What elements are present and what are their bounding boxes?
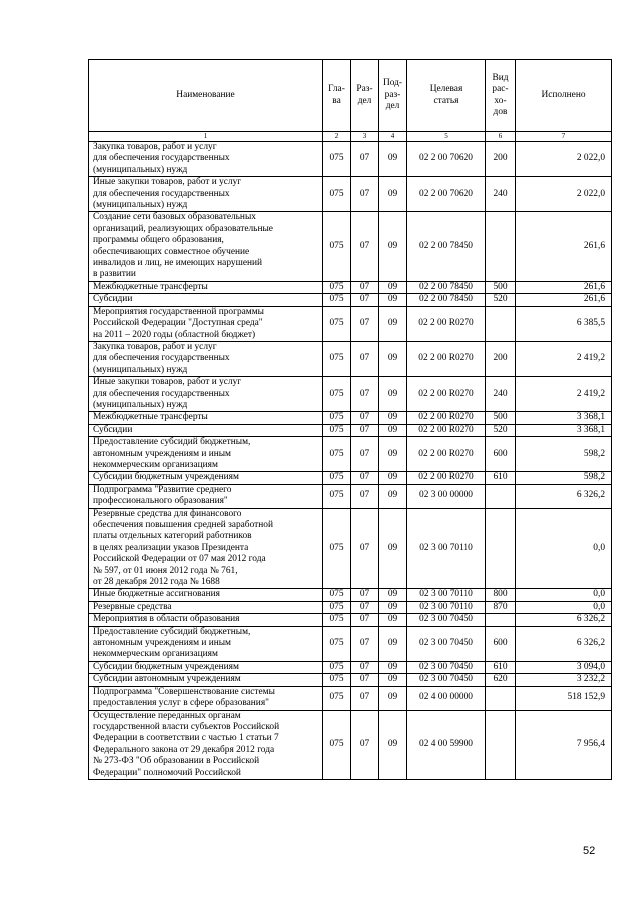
row-podrazdel: 09 [379,294,407,306]
table-row [89,508,612,589]
row-razdel: 07 [351,306,379,341]
row-name: Предоставление субсидий бюджетным, автономным учреждениям и иным некоммерческим организациям [89,626,323,661]
row-podrazdel: 09 [379,341,407,376]
row-podrazdel: 09 [379,472,407,484]
table-row [89,674,612,686]
row-target: 02 2 00 78450 [407,294,486,306]
row-target: 02 3 00 70110 [407,589,486,601]
row-executed: 7 956,4 [516,710,612,779]
row-razdel: 07 [351,601,379,613]
row-razdel: 07 [351,177,379,212]
row-podrazdel: 09 [379,626,407,661]
table-row [89,412,612,424]
table-row [89,142,612,177]
row-glava: 075 [323,281,351,293]
column-number: 6 [486,132,516,142]
row-executed: 598,2 [516,472,612,484]
row-name: Субсидии [89,424,323,436]
row-podrazdel: 09 [379,601,407,613]
row-razdel: 07 [351,294,379,306]
row-name: Субсидии бюджетным учреждениям [89,472,323,484]
table-row [89,614,612,626]
row-vid: 600 [486,437,516,472]
row-name: Резервные средства [89,601,323,613]
row-name: Иные закупки товаров, работ и услуг для обеспечения государственных (муниципальных) нужд [89,377,323,412]
row-podrazdel: 09 [379,306,407,341]
row-vid [486,306,516,341]
row-vid: 520 [486,424,516,436]
row-glava: 075 [323,341,351,376]
row-executed: 2 022,0 [516,177,612,212]
row-vid: 500 [486,412,516,424]
row-vid: 620 [486,674,516,686]
row-razdel: 07 [351,626,379,661]
column-number-row [89,132,612,142]
budget-table [88,59,612,780]
row-vid [486,508,516,589]
row-executed: 261,6 [516,294,612,306]
row-vid: 240 [486,177,516,212]
table-row [89,281,612,293]
row-executed: 2 022,0 [516,142,612,177]
row-razdel: 07 [351,589,379,601]
column-number: 3 [351,132,379,142]
table-row [89,177,612,212]
row-podrazdel: 09 [379,424,407,436]
header-vid: Вид рас- хо- дов [486,60,516,132]
row-target: 02 2 00 R0270 [407,412,486,424]
header-podrazdel: Под- раз- дел [379,60,407,132]
row-podrazdel: 09 [379,484,407,508]
row-executed: 261,6 [516,281,612,293]
table-row [89,306,612,341]
row-executed: 6 326,2 [516,626,612,661]
row-glava: 075 [323,601,351,613]
header-razdel: Раз- дел [351,60,379,132]
row-target: 02 2 00 78450 [407,281,486,293]
row-target: 02 3 00 70450 [407,661,486,673]
table-row [89,472,612,484]
row-target: 02 2 00 78450 [407,212,486,281]
row-name: Закупка товаров, работ и услуг для обеспечения государственных (муниципальных) нужд [89,142,323,177]
row-target: 02 3 00 70110 [407,508,486,589]
row-glava: 075 [323,508,351,589]
row-razdel: 07 [351,142,379,177]
header-row [89,60,612,132]
table-row [89,424,612,436]
table-row [89,710,612,779]
row-podrazdel: 09 [379,281,407,293]
row-glava: 075 [323,472,351,484]
row-vid: 500 [486,281,516,293]
row-vid [486,212,516,281]
row-target: 02 2 00 70620 [407,177,486,212]
row-vid: 520 [486,294,516,306]
row-glava: 075 [323,589,351,601]
row-vid: 200 [486,341,516,376]
row-vid: 200 [486,142,516,177]
row-glava: 075 [323,626,351,661]
table-row [89,589,612,601]
row-glava: 075 [323,710,351,779]
row-name: Создание сети базовых образовательных организаций, реализующих образовательные программы общего образования, обеспечивающих совместное обучение инвалидов и лиц, не имеющих нарушений в развитии [89,212,323,281]
row-target: 02 2 00 R0270 [407,472,486,484]
table-row [89,377,612,412]
row-executed: 3 232,2 [516,674,612,686]
row-podrazdel: 09 [379,142,407,177]
table-row [89,686,612,710]
row-name: Подпрограмма "Совершенствование системы предоставления услуг в сфере образования" [89,686,323,710]
row-razdel: 07 [351,212,379,281]
table-row [89,294,612,306]
row-target: 02 2 00 R0270 [407,306,486,341]
row-podrazdel: 09 [379,589,407,601]
row-razdel: 07 [351,472,379,484]
table-row [89,661,612,673]
row-vid [486,484,516,508]
row-podrazdel: 09 [379,674,407,686]
row-glava: 075 [323,437,351,472]
page-number: 52 [583,845,596,857]
table-row [89,437,612,472]
row-razdel: 07 [351,377,379,412]
row-razdel: 07 [351,661,379,673]
row-razdel: 07 [351,710,379,779]
table-row [89,341,612,376]
header-glava: Гла- ва [323,60,351,132]
row-glava: 075 [323,674,351,686]
row-target: 02 3 00 70110 [407,601,486,613]
row-target: 02 4 00 59900 [407,710,486,779]
row-podrazdel: 09 [379,508,407,589]
row-razdel: 07 [351,281,379,293]
row-name: Резервные средства для финансового обеспечения повышения средней заработной платы отдельных категорий работников в целях реализации указов Президента Российской Федерации от 07 мая 2012 года № 597, от 01 июня 2012 года № 761, от 28 декабря 2012 года № 1688 [89,508,323,589]
row-name: Межбюджетные трансферты [89,281,323,293]
row-glava: 075 [323,177,351,212]
row-podrazdel: 09 [379,412,407,424]
row-glava: 075 [323,212,351,281]
column-number: 2 [323,132,351,142]
row-razdel: 07 [351,614,379,626]
row-podrazdel: 09 [379,710,407,779]
table-row [89,626,612,661]
column-number: 4 [379,132,407,142]
row-name: Мероприятия в области образования [89,614,323,626]
row-name: Предоставление субсидий бюджетным, автономным учреждениям и иным некоммерческим организациям [89,437,323,472]
row-razdel: 07 [351,508,379,589]
row-target: 02 2 00 R0270 [407,377,486,412]
row-executed: 6 326,2 [516,614,612,626]
row-podrazdel: 09 [379,661,407,673]
row-executed: 3 094,0 [516,661,612,673]
row-podrazdel: 09 [379,177,407,212]
row-vid: 870 [486,601,516,613]
header-target: Целевая статья [407,60,486,132]
column-number: 1 [89,132,323,142]
row-glava: 075 [323,377,351,412]
row-razdel: 07 [351,437,379,472]
row-name: Осуществление переданных органам государственной власти субъектов Российской Федерации в соответствии с частью 1 статьи 7 Федерального закона от 29 декабря 2012 года № 273-ФЗ "Об образовании в Российской Федерации" полномочий Российской [89,710,323,779]
row-executed: 6 385,5 [516,306,612,341]
row-vid [486,686,516,710]
table-row [89,601,612,613]
row-target: 02 4 00 00000 [407,686,486,710]
row-executed: 0,0 [516,508,612,589]
row-executed: 3 368,1 [516,412,612,424]
row-target: 02 3 00 70450 [407,614,486,626]
row-name: Мероприятия государственной программы Российской Федерации "Доступная среда" на 2011 – 2020 годы (областной бюджет) [89,306,323,341]
row-razdel: 07 [351,484,379,508]
row-name: Субсидии бюджетным учреждениям [89,661,323,673]
row-glava: 075 [323,142,351,177]
row-name: Иные закупки товаров, работ и услуг для обеспечения государственных (муниципальных) нужд [89,177,323,212]
row-name: Закупка товаров, работ и услуг для обеспечения государственных (муниципальных) нужд [89,341,323,376]
row-target: 02 3 00 70450 [407,626,486,661]
row-executed: 598,2 [516,437,612,472]
row-glava: 075 [323,661,351,673]
row-vid: 610 [486,472,516,484]
row-razdel: 07 [351,412,379,424]
table-row [89,484,612,508]
row-razdel: 07 [351,341,379,376]
row-vid: 240 [486,377,516,412]
row-name: Подпрограмма "Развитие среднего профессионального образования" [89,484,323,508]
row-executed: 2 419,2 [516,341,612,376]
row-target: 02 2 00 R0270 [407,341,486,376]
row-podrazdel: 09 [379,686,407,710]
row-razdel: 07 [351,686,379,710]
row-target: 02 3 00 70450 [407,674,486,686]
row-glava: 075 [323,484,351,508]
row-glava: 075 [323,686,351,710]
row-podrazdel: 09 [379,437,407,472]
row-executed: 6 326,2 [516,484,612,508]
row-glava: 075 [323,306,351,341]
row-executed: 261,6 [516,212,612,281]
row-name: Межбюджетные трансферты [89,412,323,424]
row-podrazdel: 09 [379,377,407,412]
row-executed: 518 152,9 [516,686,612,710]
row-executed: 3 368,1 [516,424,612,436]
row-vid: 610 [486,661,516,673]
row-name: Иные бюджетные ассигнования [89,589,323,601]
row-executed: 0,0 [516,589,612,601]
header-name: Наименование [89,60,323,132]
row-target: 02 2 00 R0270 [407,437,486,472]
row-podrazdel: 09 [379,614,407,626]
row-vid: 800 [486,589,516,601]
row-target: 02 3 00 00000 [407,484,486,508]
row-glava: 075 [323,614,351,626]
row-name: Субсидии [89,294,323,306]
row-glava: 075 [323,412,351,424]
row-target: 02 2 00 70620 [407,142,486,177]
row-vid [486,614,516,626]
row-vid: 600 [486,626,516,661]
row-target: 02 2 00 R0270 [407,424,486,436]
row-name: Субсидии автономным учреждениям [89,674,323,686]
table-row [89,212,612,281]
column-number: 5 [407,132,486,142]
row-podrazdel: 09 [379,212,407,281]
row-glava: 075 [323,424,351,436]
row-executed: 0,0 [516,601,612,613]
row-vid [486,710,516,779]
row-glava: 075 [323,294,351,306]
column-number: 7 [516,132,612,142]
header-executed: Исполнено [516,60,612,132]
row-razdel: 07 [351,674,379,686]
row-razdel: 07 [351,424,379,436]
row-executed: 2 419,2 [516,377,612,412]
